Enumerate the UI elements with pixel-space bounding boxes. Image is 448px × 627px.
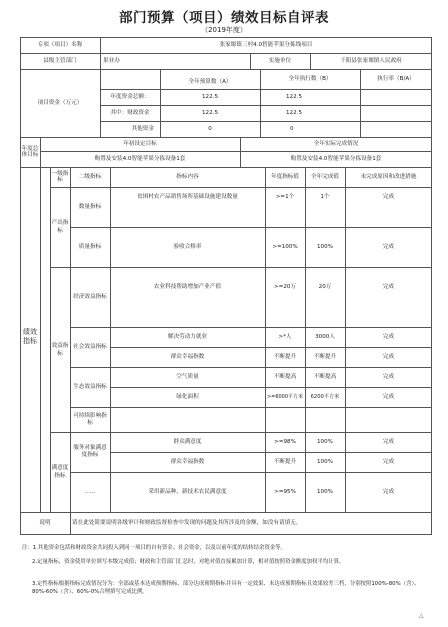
indicator-actual: 100% (317, 458, 333, 465)
indicator-content: 农业科技帮助增加产业产值 (153, 283, 222, 290)
note-3: 3.定性指标根据指标完成情况分为：全部或基本达成预期指标、部分达成预期指标并具有一定效果、未达成预期指标且效果较差三档，分别按照100%-80%（含）、80%-60%（含）、60%-0%合理填写完成比例。 (32, 581, 420, 595)
project-name-label: 专项（项目）名称 (37, 41, 83, 48)
indicator-reason: 完成 (382, 353, 395, 360)
level1-satisfaction: 满意度指标 (51, 465, 69, 479)
dept-value: 果业办 (103, 57, 120, 64)
indicator-actual: 1个 (320, 193, 330, 200)
level2-social: 社会效益指标 (73, 343, 107, 350)
indicator-target: >=6000平方米 (266, 393, 304, 400)
indicator-actual: 20万 (318, 283, 332, 290)
funds-fiscal-exec: 122.5 (286, 109, 303, 116)
indicator-reason: 完成 (382, 243, 395, 250)
funds-fiscal-label: 其中：财政资金 (110, 109, 150, 116)
remarks-label: 说明 (39, 519, 51, 526)
planned-goal-header: 年初设定目标 (123, 140, 157, 147)
indicator-actual: 不断提高 (313, 373, 337, 380)
level2-ecological: 生态效益指标 (73, 383, 107, 390)
indicator-actual: 100% (317, 488, 333, 495)
indicator-target: 不断提升 (273, 458, 297, 465)
content-header: 指标内容 (176, 173, 199, 180)
page-mark: △ (419, 612, 424, 619)
actual-goal-value: 购置及安装4.0智能苹果分拣设备1套 (290, 155, 382, 162)
funds-total-exec: 122.5 (286, 93, 303, 100)
funds-fiscal-budget: 122.5 (201, 109, 218, 116)
impl-label: 实施单位 (268, 57, 292, 64)
planned-goal-value: 购置及安装4.0智能苹果分拣设备1套 (94, 155, 186, 162)
funds-other-budget: 0 (208, 125, 212, 132)
indicator-actual: 3000人 (315, 333, 335, 340)
funds-fiscal-rate (360, 105, 432, 121)
evaluation-table (20, 37, 432, 535)
indicator-target: 不断提高 (273, 373, 297, 380)
indicator-actual: 100% (317, 438, 333, 445)
indicator-reason: 完成 (382, 373, 395, 380)
indicator-actual: 6200平方米 (310, 393, 340, 400)
impl-value: 千阳县张家塬镇人民政府 (340, 57, 402, 64)
project-name-value: 张家塬镇三村4.0智能苹果分拣线项目 (219, 41, 313, 48)
indicator-reason: 完成 (382, 193, 395, 200)
actual-goal-header: 全年实际完成情况 (313, 140, 359, 147)
year-subtitle: （2019年度） (201, 26, 247, 34)
page-title: 部门预算（项目）绩效目标自评表 (119, 10, 329, 26)
indicator-content: 空气质量 (176, 373, 199, 380)
indicator-content: 采用新品种、新技术农民满意度 (148, 488, 227, 495)
indicator-target: >=95% (274, 488, 296, 495)
indicator-content: 绿化面积 (176, 393, 199, 400)
indicator-content: 群众幸福指数 (170, 458, 205, 465)
indicator-target: >*人 (278, 333, 292, 340)
level2-quantity: 数量指标 (78, 203, 102, 210)
indicator-target: >=20万 (273, 283, 297, 290)
funds-other-label: 其他资金 (131, 125, 154, 132)
level2-more: …… (84, 488, 96, 495)
funds-total-label: 年度资金总额： (110, 93, 150, 100)
indicator-target: >=100% (272, 243, 298, 250)
target-header: 年度指标值 (271, 173, 299, 180)
indicator-target: 不断提升 (273, 353, 297, 360)
level1-benefit: 效益指标 (51, 342, 69, 357)
level2-sustainable: 可持续影响指标 (73, 412, 107, 426)
indicator-content: 贫困村农产品销售场所基础设施建设数量 (137, 193, 238, 200)
indicator-target: >=98% (274, 438, 296, 445)
indicator-reason: 完成 (382, 488, 395, 495)
budget-header: 全年预算数（A） (188, 78, 232, 85)
indicator-content: 验收合格率 (173, 243, 202, 250)
remarks-text: 请在此处简要说明各级审计和财政监督检查中发现的问题及其所涉及的金额，如没有请填无。 (72, 519, 302, 526)
col-divider (70, 167, 71, 512)
col-divider (40, 137, 41, 512)
row-divider (70, 407, 432, 408)
col-divider (70, 512, 71, 534)
dept-label: 县级主管部门 (43, 57, 77, 64)
indicator-reason: 完成 (382, 458, 395, 465)
reason-header: 未完成原因和改进措施 (360, 173, 417, 180)
indicator-reason: 完成 (382, 283, 395, 290)
indicator-actual: 不断提升 (313, 353, 337, 360)
funds-total-rate (360, 89, 432, 105)
funds-label: 项目资金（万元） (37, 99, 83, 106)
indicator-reason: 完成 (382, 333, 395, 340)
indicator-target: >=1个 (275, 193, 295, 200)
level1-header: 一级指标 (51, 170, 69, 183)
row-divider (70, 472, 432, 473)
indicator-reason: 完成 (382, 438, 395, 445)
rate-header: 执行率（B/A） (377, 75, 415, 82)
level2-quality: 质量指标 (78, 243, 102, 250)
annual-goal-label: 年度总体目标 (21, 145, 39, 158)
exec-header: 全年执行数（B） (288, 75, 332, 82)
indicator-actual: 100% (317, 243, 333, 250)
funds-other-exec: 0 (290, 125, 294, 132)
level2-economic: 经济效益指标 (73, 293, 107, 300)
indicator-content: 群众满意度 (173, 438, 202, 445)
level2-header: 二级指标 (78, 173, 102, 180)
funds-other-rate (360, 121, 432, 137)
indicator-reason: 完成 (382, 393, 395, 400)
note-1: 注：1.其他资金包括和财政资金共同投入到同一项目的自有资金、社会资金，以及以前年度的结转结余资金等。 (22, 545, 286, 551)
indicators-group-label: 绩效指标 (23, 328, 37, 345)
row-divider (70, 227, 432, 228)
level1-output: 产出指标 (51, 220, 69, 234)
note-2: 2.定量指标，资金使用单位填写本级完成值；财政和主管部门汇总时，对绝对值直接累加计算，相对值按照资金额度加权平均计算。 (32, 559, 345, 565)
actual-header: 全年完成值 (311, 173, 339, 180)
level2-service-satisfaction: 服务对象满意度指标 (73, 445, 107, 458)
indicator-content: 群众幸福指数 (170, 353, 205, 360)
table-border (20, 534, 432, 535)
funds-total-budget: 122.5 (201, 93, 218, 100)
indicator-content: 解决劳动力就业 (167, 333, 208, 340)
